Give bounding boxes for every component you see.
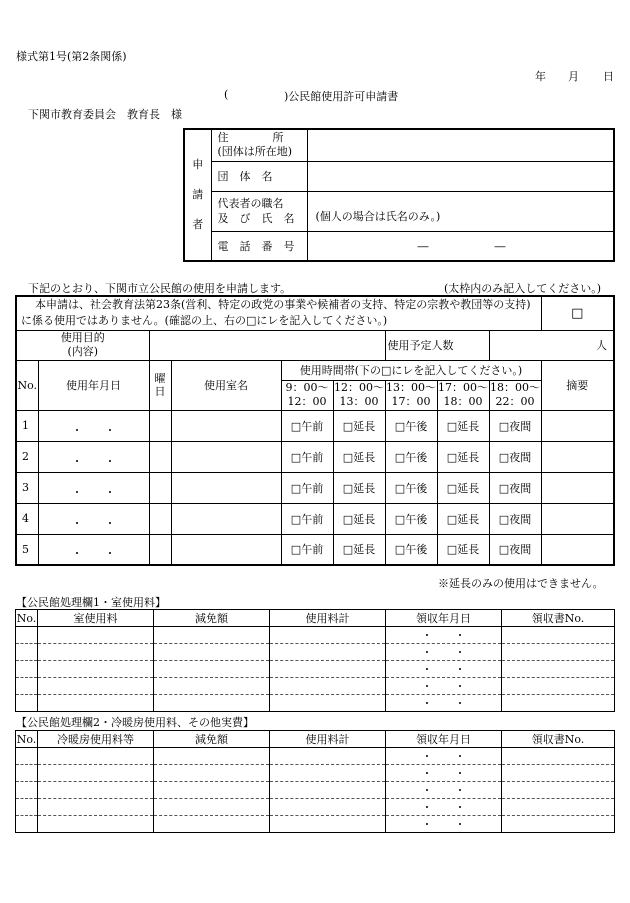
usage-date-field[interactable]: ・ ・ xyxy=(38,441,149,472)
fee2-col-total: 使用料計 xyxy=(270,731,386,748)
usage-date-field[interactable]: ・ ・ xyxy=(38,503,149,534)
fee2-col-no: No. xyxy=(16,732,37,746)
time-slot-4: 17：00～ 18：00 xyxy=(438,381,488,408)
fee2-col-aircon-fee: 冷暖房使用料等 xyxy=(38,731,154,748)
fee2-receipt-date[interactable]: ・ ・ xyxy=(386,782,502,799)
usage-table xyxy=(15,295,615,566)
slot-evening-checkbox[interactable]: □夜間 xyxy=(489,472,541,503)
col-remarks: 摘要 xyxy=(541,360,614,410)
table-row xyxy=(16,644,615,661)
usage-date-field[interactable]: ・ ・ xyxy=(38,410,149,441)
slot-extension1-checkbox[interactable]: □延長 xyxy=(333,441,385,472)
time-slot-5: 18：00～ 22：00 xyxy=(490,381,540,408)
usage-room-field[interactable] xyxy=(171,503,281,534)
people-field[interactable]: 人 xyxy=(489,330,614,360)
group-name-field[interactable] xyxy=(307,161,614,191)
slot-extension1-checkbox[interactable]: □延長 xyxy=(333,472,385,503)
addressee: 下関市教育委員会 教育長 様 xyxy=(28,108,182,121)
table-row: 2 ・ ・ □午前 □延長 □午後 □延長 □夜間 xyxy=(16,441,614,472)
usage-weekday-field[interactable] xyxy=(149,472,171,503)
applicant-table xyxy=(183,128,615,262)
people-label: 使用予定人数 xyxy=(385,330,489,360)
slot-morning-checkbox[interactable]: □午前 xyxy=(281,410,333,441)
fee1-receipt-date[interactable]: ・ ・ xyxy=(386,661,502,678)
slot-evening-checkbox[interactable]: □夜間 xyxy=(489,534,541,565)
slot-afternoon-checkbox[interactable]: □午後 xyxy=(385,472,437,503)
slot-extension2-checkbox[interactable]: □延長 xyxy=(437,534,489,565)
time-slot-2: 12：00～ 13：00 xyxy=(334,381,384,408)
fee1-table xyxy=(15,609,615,712)
fee2-col-receipt-date: 領収年月日 xyxy=(386,731,502,748)
usage-remarks-field[interactable] xyxy=(541,472,614,503)
fee1-receipt-date[interactable]: ・ ・ xyxy=(386,678,502,695)
slot-afternoon-checkbox[interactable]: □午後 xyxy=(385,410,437,441)
applicant-side-label: 申 請 者 xyxy=(184,129,211,261)
usage-date-field[interactable]: ・ ・ xyxy=(38,534,149,565)
fee1-receipt-date[interactable]: ・ ・ xyxy=(386,627,502,644)
col-room: 使用室名 xyxy=(171,360,281,410)
usage-weekday-field[interactable] xyxy=(149,534,171,565)
fee1-col-room-fee: 室使用料 xyxy=(38,610,154,627)
usage-room-field[interactable] xyxy=(171,472,281,503)
fee1-col-reduction: 減免額 xyxy=(154,610,270,627)
slot-extension1-checkbox[interactable]: □延長 xyxy=(333,503,385,534)
title-paren-open: ( xyxy=(224,88,229,101)
table-row: 5 ・ ・ □午前 □延長 □午後 □延長 □夜間 xyxy=(16,534,614,565)
table-row xyxy=(16,799,615,816)
page-title: )公民館使用許可申請書 xyxy=(284,90,399,103)
usage-remarks-field[interactable] xyxy=(541,534,614,565)
fee2-title: 【公民館処理欄2・冷暖房使用料、その他実費】 xyxy=(16,716,254,729)
usage-remarks-field[interactable] xyxy=(541,441,614,472)
address-label: 住 所 (団体は所在地) xyxy=(211,129,307,161)
representative-label: 代表者の職名 及 び 氏 名 xyxy=(211,191,307,231)
fee1-col-receipt-date: 領収年月日 xyxy=(386,610,502,627)
usage-room-field[interactable] xyxy=(171,410,281,441)
slot-afternoon-checkbox[interactable]: □午後 xyxy=(385,503,437,534)
table-row xyxy=(16,661,615,678)
slot-morning-checkbox[interactable]: □午前 xyxy=(281,441,333,472)
address-field[interactable] xyxy=(307,129,614,161)
table-row: 3 ・ ・ □午前 □延長 □午後 □延長 □夜間 xyxy=(16,472,614,503)
col-timeband: 使用時間帯(下の□にレを記入してください。) xyxy=(281,360,541,380)
date-year: 年 xyxy=(535,70,546,83)
fee2-col-reduction: 減免額 xyxy=(154,731,270,748)
slot-extension2-checkbox[interactable]: □延長 xyxy=(437,503,489,534)
slot-extension2-checkbox[interactable]: □延長 xyxy=(437,441,489,472)
intro-text: 下記のとおり、下関市立公民館の使用を申請します。 xyxy=(28,282,292,295)
slot-extension1-checkbox[interactable]: □延長 xyxy=(333,410,385,441)
fee1-col-receipt-no: 領収書No. xyxy=(502,610,615,627)
fee2-receipt-date[interactable]: ・ ・ xyxy=(386,765,502,782)
slot-extension2-checkbox[interactable]: □延長 xyxy=(437,472,489,503)
slot-morning-checkbox[interactable]: □午前 xyxy=(281,534,333,565)
fee1-title: 【公民館処理欄1・室使用料】 xyxy=(16,596,166,609)
table-row xyxy=(16,748,615,765)
usage-room-field[interactable] xyxy=(171,441,281,472)
table-row: 4 ・ ・ □午前 □延長 □午後 □延長 □夜間 xyxy=(16,503,614,534)
table-row xyxy=(16,678,615,695)
fee1-receipt-date[interactable]: ・ ・ xyxy=(386,695,502,712)
slot-evening-checkbox[interactable]: □夜間 xyxy=(489,441,541,472)
declaration-checkbox[interactable]: □ xyxy=(541,296,614,330)
representative-field[interactable]: (個人の場合は氏名のみ。) xyxy=(307,191,614,231)
purpose-field[interactable] xyxy=(149,330,385,360)
intro-note: (太枠内のみ記入してください。) xyxy=(444,282,602,295)
fee2-receipt-date[interactable]: ・ ・ xyxy=(386,748,502,765)
usage-date-field[interactable]: ・ ・ xyxy=(38,472,149,503)
fee2-receipt-date[interactable]: ・ ・ xyxy=(386,799,502,816)
slot-morning-checkbox[interactable]: □午前 xyxy=(281,503,333,534)
table-row xyxy=(16,782,615,799)
fee1-col-no: No. xyxy=(16,611,37,625)
slot-morning-checkbox[interactable]: □午前 xyxy=(281,472,333,503)
fee2-col-receipt-no: 領収書No. xyxy=(502,731,615,748)
fee2-receipt-date[interactable]: ・ ・ xyxy=(386,816,502,833)
col-weekday: 曜 日 xyxy=(149,360,171,410)
table-row: 1 ・ ・ □午前 □延長 □午後 □延長 □夜間 xyxy=(16,410,614,441)
usage-footnote: ※延長のみの使用はできません。 xyxy=(438,577,604,590)
fee1-col-total: 使用料計 xyxy=(270,610,386,627)
purpose-label: 使用目的 (内容) xyxy=(16,330,149,360)
table-row xyxy=(16,765,615,782)
table-row xyxy=(16,695,615,712)
table-row xyxy=(16,627,615,644)
declaration-text: 本申請は、社会教育法第23条(営利、特定の政党の事業や候補者の支持、特定の宗教や教団等の支持) に係る使用ではありません。(確認の上、右の□にレを記入してください。) xyxy=(16,296,541,330)
fee2-table xyxy=(15,730,615,833)
time-slot-3: 13：00～ 17：00 xyxy=(386,381,436,408)
phone-label: 電 話 番 号 xyxy=(211,231,307,261)
usage-remarks-field[interactable] xyxy=(541,410,614,441)
slot-extension2-checkbox[interactable]: □延長 xyxy=(437,410,489,441)
date-month: 月 xyxy=(568,70,579,83)
usage-remarks-field[interactable] xyxy=(541,503,614,534)
col-no: No. xyxy=(16,360,38,410)
col-date: 使用年月日 xyxy=(38,360,149,410)
time-slot-1: 9：00～ 12：00 xyxy=(281,380,333,410)
fee1-receipt-date[interactable]: ・ ・ xyxy=(386,644,502,661)
slot-afternoon-checkbox[interactable]: □午後 xyxy=(385,534,437,565)
slot-extension1-checkbox[interactable]: □延長 xyxy=(333,534,385,565)
table-row xyxy=(16,816,615,833)
group-name-label: 団 体 名 xyxy=(211,161,307,191)
date-day: 日 xyxy=(603,70,614,83)
usage-weekday-field[interactable] xyxy=(149,441,171,472)
usage-weekday-field[interactable] xyxy=(149,410,171,441)
form-number: 様式第1号(第2条関係) xyxy=(16,50,127,63)
slot-evening-checkbox[interactable]: □夜間 xyxy=(489,410,541,441)
slot-afternoon-checkbox[interactable]: □午後 xyxy=(385,441,437,472)
usage-weekday-field[interactable] xyxy=(149,503,171,534)
slot-evening-checkbox[interactable]: □夜間 xyxy=(489,503,541,534)
usage-room-field[interactable] xyxy=(171,534,281,565)
phone-field[interactable]: ― ― xyxy=(307,231,614,261)
